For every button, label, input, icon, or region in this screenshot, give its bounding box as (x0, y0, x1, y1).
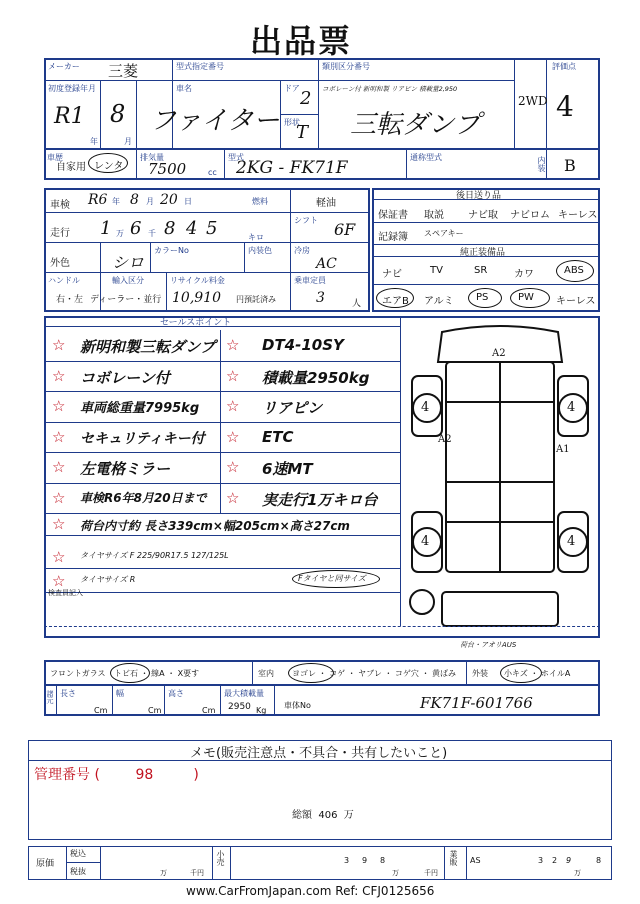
star-icon: ☆ (226, 336, 240, 354)
star-icon: ☆ (52, 515, 66, 533)
retail-digit-0: 3 (344, 856, 350, 865)
cost-label: 原価 (36, 859, 55, 869)
equip-row2-4: キーレス (556, 296, 596, 307)
sales-point-left: 左電格ミラー (80, 460, 171, 478)
doc-item-5: 記録簿 (378, 232, 408, 243)
as-label: AS (470, 856, 481, 865)
tsushin-label: 通称型式 (410, 153, 442, 162)
recycle-note: 円預託済み (236, 295, 276, 304)
hei-cm: Cm (202, 706, 216, 715)
sales-point-left: 荷台内寸約 長さ339cm×幅205cm×高さ27cm (80, 519, 350, 533)
retail-digit-2: 8 (380, 856, 386, 865)
equip-row1-1: TV (430, 265, 443, 276)
ext-label: 外装 (472, 669, 488, 678)
spec-note: コボレーン付 新明和製 リアピン 積載量2,950 (322, 85, 458, 93)
grade-value: 4 (556, 90, 574, 123)
equip-row2-0: エアB (382, 296, 409, 307)
ext-color: シロ (112, 253, 145, 272)
tire-fr: 4 (567, 400, 576, 415)
truck-diagram (402, 322, 598, 638)
page-title: 出品票 (250, 22, 353, 60)
capacity-label: 乗車定員 (294, 276, 326, 285)
tire-fl: 4 (421, 400, 430, 415)
front-glass: トビ石 ・ 線A ・ X要す (114, 669, 200, 678)
import-label: 輸入区分 (112, 276, 144, 285)
star-icon: ☆ (52, 458, 66, 476)
cost-sen: 千円 (190, 869, 204, 877)
diagram-a2-left: A2 (438, 434, 452, 445)
sales-point-left: コボレーン付 (80, 368, 170, 387)
mileage-d1: 1 (100, 218, 112, 239)
model-value: 2KG - FK71F (236, 158, 348, 178)
retail-digit-1: 9 (362, 856, 368, 865)
sales-point-left: タイヤサイズ F 225/90R17.5 127/125L (80, 551, 229, 560)
sales-point-right: 実走行1万キロ台 (262, 490, 378, 509)
price-row (28, 846, 612, 880)
drive-value: 2WD (518, 94, 548, 108)
tire-rr: 4 (567, 534, 576, 549)
diagram-note: 荷台・アオリAUS (460, 641, 517, 649)
sales-point-right: 6速MT (262, 460, 313, 478)
inspector-label: 検査員記入 (48, 589, 83, 597)
front-glass-label: フロントガラス (50, 669, 106, 678)
fuel-value: 軽油 (316, 198, 336, 209)
wid-label: 幅 (116, 689, 124, 698)
equipment-title: 純正装備品 (460, 248, 506, 258)
inspection-year-unit: 年 (112, 197, 120, 206)
shift-label: シフト (294, 216, 318, 225)
bid-digit-1: 2 (552, 856, 558, 865)
km-unit: キロ (248, 233, 264, 242)
equip-row2-2: PS (476, 292, 489, 303)
vin-label: 車体No (284, 701, 311, 710)
year-unit: 年 (90, 137, 98, 146)
star-icon: ☆ (226, 458, 240, 476)
total-price: 総額 406 万 (292, 810, 354, 821)
equip-row2-3: PW (518, 292, 534, 303)
retail-sen: 千円 (424, 869, 438, 877)
diagram-a1: A1 (556, 444, 570, 455)
docs-title: 後日送り品 (456, 191, 502, 201)
maker-label: メーカー (48, 62, 80, 71)
tax-out-label: 税抜 (70, 867, 86, 876)
interior-label: 内装 (537, 156, 546, 172)
memo-title: メモ(販売注意点・不具合・共有したいこと) (190, 746, 448, 761)
recycle-label: リサイクル料金 (170, 276, 225, 285)
star-icon: ☆ (226, 397, 240, 415)
inspection-day-unit: 日 (184, 197, 192, 206)
mileage-d4: 4 (186, 218, 198, 239)
doc-item-1: 取説 (424, 210, 444, 221)
room-condition: ヨゴレ ・ コゲ ・ ヤブレ ・ コゲ穴 ・ 黄ばみ (292, 669, 457, 678)
mileage-u1: 万 (116, 229, 124, 238)
star-icon: ☆ (52, 548, 66, 566)
vin-value: FK71F-601766 (420, 694, 533, 712)
capacity-value: 3 (316, 290, 325, 306)
handle-value: 右・左 (56, 295, 84, 305)
star-icon: ☆ (52, 488, 66, 507)
car-name: ファイター (150, 106, 280, 136)
equip-row1-3: カワ (514, 269, 534, 280)
sales-point-left: 新明和製三転ダンプ (80, 338, 216, 356)
equip-row1-0: ナビ (382, 269, 402, 280)
load-kg: Kg (256, 706, 267, 715)
star-icon: ☆ (226, 366, 240, 385)
interior-grade: B (564, 156, 576, 175)
ac-value: AC (316, 256, 337, 272)
sales-title: セールスポイント (160, 318, 232, 328)
displacement-label: 排気量 (140, 153, 164, 162)
star-icon: ☆ (52, 366, 66, 385)
bid-digit-3: 8 (596, 856, 602, 865)
management-number: 管理番号 ( 98 ) (34, 767, 199, 783)
import-value: ディーラー・並行 (90, 295, 162, 305)
doc-item-0: 保証書 (378, 210, 408, 221)
body-type: 三転ダンプ (350, 110, 481, 140)
diagram-a2-top: A2 (492, 348, 506, 359)
dims-side-label: 諸元 (46, 690, 54, 704)
shift-value: 6F (334, 220, 356, 239)
first-reg-era: R1 (54, 104, 85, 129)
mileage-u2: 千 (148, 229, 156, 238)
load-label: 最大積載量 (224, 689, 264, 698)
car-name-label: 車名 (176, 84, 192, 93)
inspection-month-unit: 月 (146, 197, 154, 206)
handle-label: ハンドル (48, 276, 80, 285)
sales-point-right: リアピン (262, 399, 323, 417)
private-use: 自家用 (56, 162, 86, 173)
usage-label: 車歴 (47, 153, 63, 162)
equip-row1-2: SR (474, 265, 488, 276)
tire-rl: 4 (421, 534, 430, 549)
cc-unit: cc (208, 168, 217, 177)
inspection-era: R6 (88, 192, 108, 208)
ext-condition: 小キズ ・ ホイルA (504, 669, 571, 678)
equip-row2-1: アルミ (424, 296, 454, 307)
bid-digit-2: 9 (566, 856, 572, 865)
grade-label: 評価点 (552, 62, 576, 71)
door-value: 2 (300, 88, 312, 109)
bid-label: 業販 (449, 850, 458, 866)
f-tire-note: Fタイヤと同サイズ (298, 574, 366, 583)
fuel-label: 燃料 (252, 197, 268, 206)
doc-item-6: スペアキー (424, 229, 464, 238)
hei-label: 高さ (168, 689, 184, 698)
model-code-label: 型式指定番号 (176, 62, 224, 71)
room-label: 室内 (258, 669, 274, 678)
inspection-day: 20 (160, 192, 178, 208)
class-label: 類別区分番号 (322, 62, 370, 71)
inspection-label: 車検 (50, 200, 70, 211)
load-value: 2950 (228, 702, 251, 712)
capacity-unit: 人 (352, 299, 362, 309)
mileage-label: 走行 (50, 228, 70, 239)
sales-point-left: セキュリティキー付 (80, 430, 205, 447)
len-cm: Cm (94, 706, 108, 715)
inspection-month: 8 (130, 192, 139, 208)
recycle-fee: 10,910 (172, 290, 221, 306)
star-icon: ☆ (52, 336, 66, 354)
len-label: 長さ (60, 689, 76, 698)
doc-item-3: ナビロム (510, 210, 550, 221)
ext-color-label: 外色 (50, 258, 70, 269)
sales-point-right: ETC (262, 427, 294, 446)
doc-item-2: ナビ取 (468, 210, 498, 221)
rental-use: レンタ (94, 161, 124, 172)
sales-point-right: DT4-10SY (262, 336, 344, 354)
bid-digit-0: 3 (538, 856, 544, 865)
displacement: 7500 (148, 160, 187, 178)
first-reg-month: 8 (110, 100, 126, 128)
sales-point-left: 車両総重量7995kg (80, 401, 200, 416)
mileage-d2: 6 (130, 218, 142, 239)
star-icon: ☆ (52, 427, 66, 446)
sales-point-left: タイヤサイズ R (80, 575, 136, 584)
model-label: 型式 (228, 153, 244, 162)
tax-in-label: 税込 (70, 849, 86, 858)
star-icon: ☆ (226, 488, 240, 507)
month-unit: 月 (124, 137, 132, 146)
mileage-d3: 8 (164, 218, 176, 239)
shape-value: T (296, 122, 309, 143)
door-label: ドア (284, 84, 300, 93)
wid-cm: Cm (148, 706, 162, 715)
doc-item-4: キーレス (558, 210, 598, 221)
star-icon: ☆ (52, 397, 66, 415)
footer-watermark: www.CarFromJapan.com Ref: CFJ0125656 (186, 884, 435, 898)
color-code-label: カラーNo (154, 246, 189, 255)
star-icon: ☆ (226, 427, 240, 446)
equip-row1-4: ABS (564, 265, 584, 276)
mileage-d5: 5 (206, 218, 218, 239)
first-reg-label: 初度登録年月 (48, 84, 96, 93)
retail-man: 万 (392, 869, 399, 877)
maker-value: 三菱 (108, 62, 139, 80)
star-icon: ☆ (52, 572, 66, 590)
cost-man: 万 (160, 869, 167, 877)
sales-point-left: 車検R6年8月20日まで (80, 490, 207, 505)
shape-label: 形状 (284, 118, 300, 127)
retail-label: 小売 (216, 850, 225, 866)
ac-label: 冷房 (294, 246, 310, 255)
bid-man: 万 (574, 869, 581, 877)
int-color-label: 内装色 (248, 246, 272, 255)
sales-point-right: 積載量2950kg (262, 368, 370, 387)
